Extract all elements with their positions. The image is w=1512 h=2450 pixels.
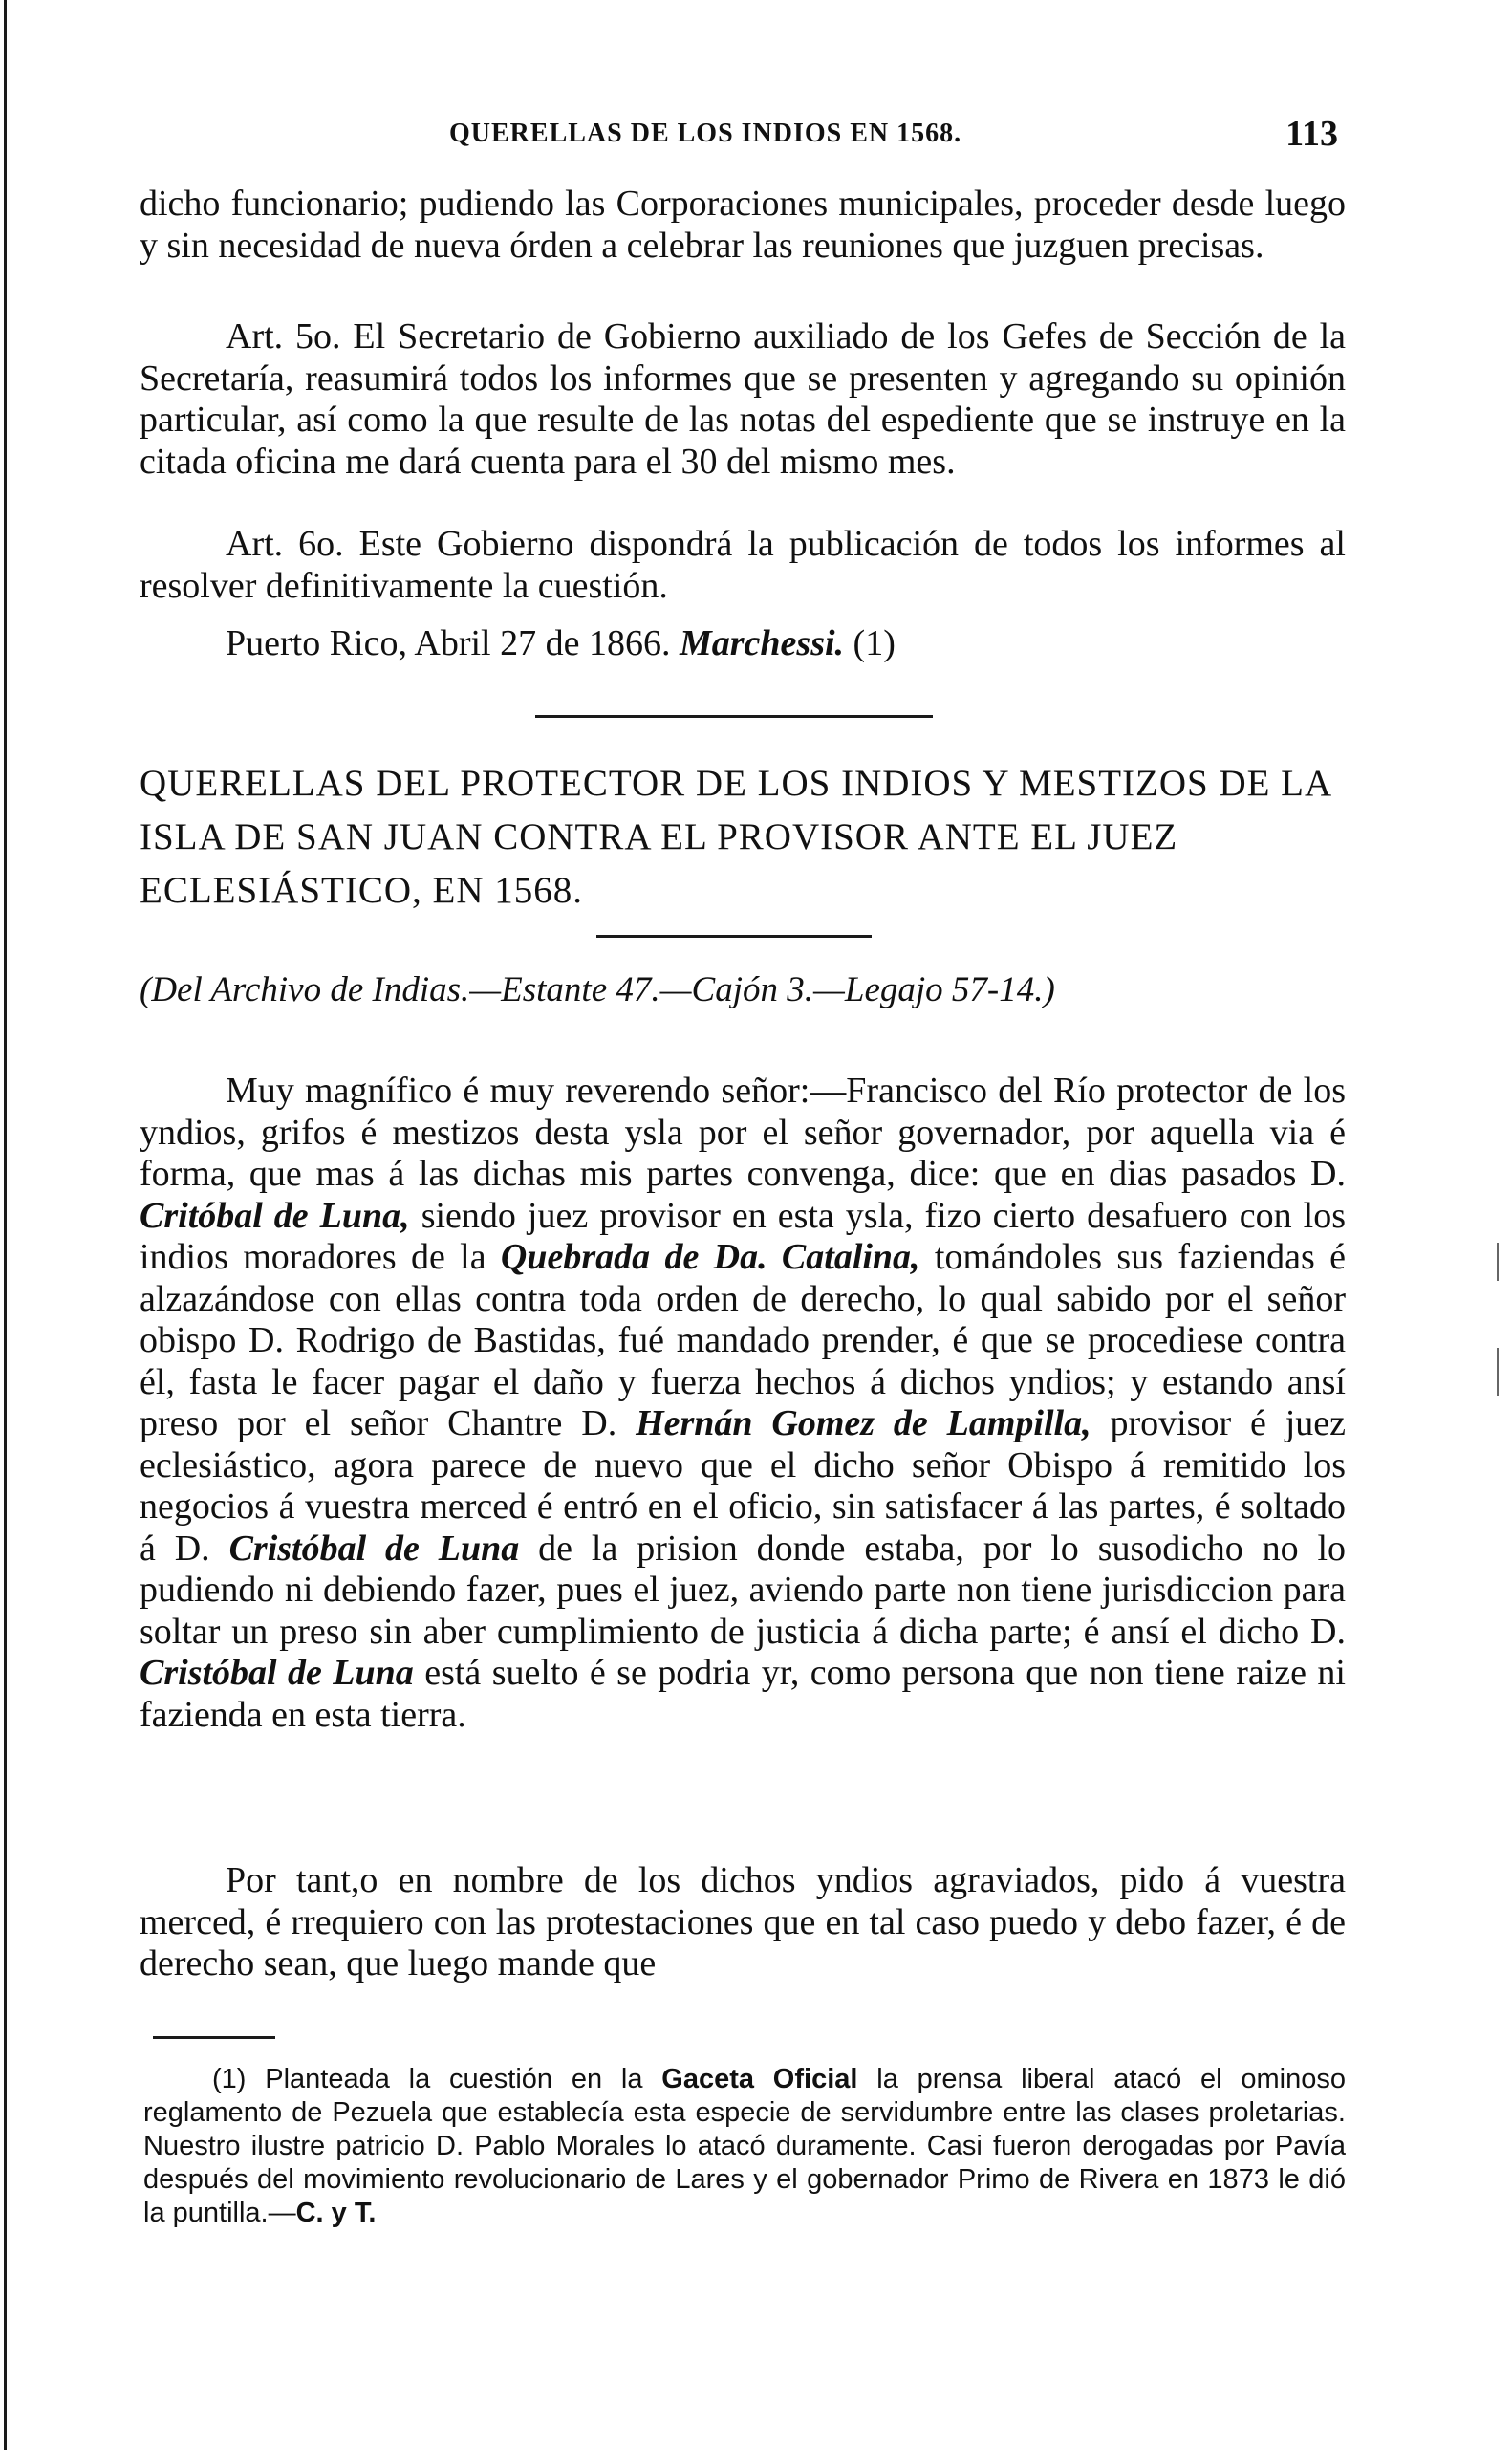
footnote xyxy=(143,2063,1346,2230)
footnote-reference: (1) xyxy=(853,623,896,663)
top-paragraph-block xyxy=(140,184,1346,267)
person-name-1: Critóbal de Luna, xyxy=(140,1195,410,1236)
section-divider-bottom xyxy=(596,935,872,938)
main-text-6: está suelto é se podria yr, como persona que non tiene raize ni fazienda en esta tierra. xyxy=(140,1653,1346,1735)
place-date: Puerto Rico, Abril 27 de 1866. xyxy=(226,623,671,663)
source-citation: (Del Archivo de Indias.—Estante 47.—Cajón 3.—Legajo 57-14.) xyxy=(140,970,1055,1009)
place-name: Quebrada de Da. Catalina, xyxy=(500,1237,920,1277)
signature-line xyxy=(140,623,1346,665)
main-text-4: provisor é juez eclesiástico, agora parece de nuevo que el dicho señor Obispo á remitido los negocios á vuestra merced é entró en el oficio, sin satisfacer á las partes, é soltado á D. xyxy=(140,1403,1346,1569)
main-text-3: tomándoles sus faziendas é alzazándose con ellas contra toda orden de derecho, lo qual sabido por el señor obispo D. Rodrigo de Bastidas, fué mandado prender, é que se procediese contra él, fasta le facer pagar el daño y fuerza hechos á dichos yndios; y estando ansí preso por el señor Chantre D. xyxy=(140,1237,1346,1443)
top-paragraph: dicho funcionario; pudiendo las Corporaciones municipales, proceder desde luego y sin necesidad de nueva órden a celebrar las reuniones que juzguen precisas. xyxy=(140,184,1346,266)
page-number: 113 xyxy=(1285,114,1338,154)
second-paragraph: Por tant,o en nombre de los dichos yndios agraviados, pido á vuestra merced, é rrequiero con las protestaciones que en tal caso puedo y debo fazer, é de derecho sean, que luego mande que xyxy=(140,1860,1346,1984)
main-paragraph-block xyxy=(140,1071,1346,1736)
main-text-5: de la prision donde estaba, por lo susodicho no lo pudiendo ni debiendo fazer, pues el juez, aviendo parte non tiene jurisdiccion para soltar un preso sin aber cumplimiento de justicia á dicha parte; é ansí el dicho D. xyxy=(140,1528,1347,1652)
article-5-block xyxy=(140,316,1346,483)
article-6-block xyxy=(140,524,1346,607)
second-paragraph-block xyxy=(140,1860,1346,1985)
gazette-name: Gaceta Oficial xyxy=(661,2064,858,2094)
main-text-1: Muy magnífico é muy reverendo señor:—Francisco del Río protector de los yndios, grifos é mestizos desta ysla por el señor governador, por aquella via é forma, que mas á las dichas mis partes convenga, dice: que en dias pasados D. xyxy=(140,1071,1346,1194)
scan-speck xyxy=(1497,1348,1499,1396)
person-name-3: Cristóbal de Luna xyxy=(228,1528,520,1569)
page-edge-line xyxy=(4,0,7,2450)
article-6: Art. 6o. Este Gobierno dispondrá la publicación de todos los informes al resolver definitivamente la cuestión. xyxy=(140,524,1346,606)
person-name-4: Cristóbal de Luna xyxy=(140,1653,414,1693)
section-title: QUERELLAS DEL PROTECTOR DE LOS INDIOS Y MESTIZOS DE LA ISLA DE SAN JUAN CONTRA EL PROVISOR ANTE EL JUEZ ECLESIÁSTICO, EN 1568. xyxy=(140,763,1331,911)
signer-name: Marchessi. xyxy=(679,623,845,663)
main-paragraph xyxy=(140,1071,1346,1736)
section-divider-top xyxy=(535,715,933,718)
article-5: Art. 5o. El Secretario de Gobierno auxiliado de los Gefes de Sección de la Secretaría, reasumirá todos los informes que se presenten y agregando su opinión particular, así como la que resulte de las notas del espediente que se instruye en la citada oficina me dará cuenta para el 30 del mismo mes. xyxy=(140,316,1346,482)
main-text-2: siendo juez provisor en esta ysla, fizo cierto desafuero con los indios moradores de la xyxy=(140,1195,1347,1277)
signature-block xyxy=(140,623,1346,665)
footnote-lead: (1) Planteada la cuestión en la xyxy=(212,2064,643,2094)
running-title: QUERELLAS DE LOS INDIOS EN 1568. xyxy=(449,119,962,148)
scan-speck xyxy=(1497,1243,1499,1281)
person-name-2: Hernán Gomez de Lampilla, xyxy=(636,1403,1091,1443)
footnote-divider xyxy=(153,2036,275,2039)
page-header xyxy=(153,113,1338,161)
footnote-text: la prensa liberal atacó el ominoso reglamento de Pezuela que establecía esta especie de servidumbre entre las clases proletarias. Nuestro ilustre patricio D. Pablo Morales lo atacó duramente. Casi fueron derogadas por Pavía después del movimiento revolucionario de Lares y el gobernador Primo de Rivera en 1873 le dió la puntilla.— xyxy=(143,2064,1346,2228)
footnote-initials: C. y T. xyxy=(295,2198,377,2228)
